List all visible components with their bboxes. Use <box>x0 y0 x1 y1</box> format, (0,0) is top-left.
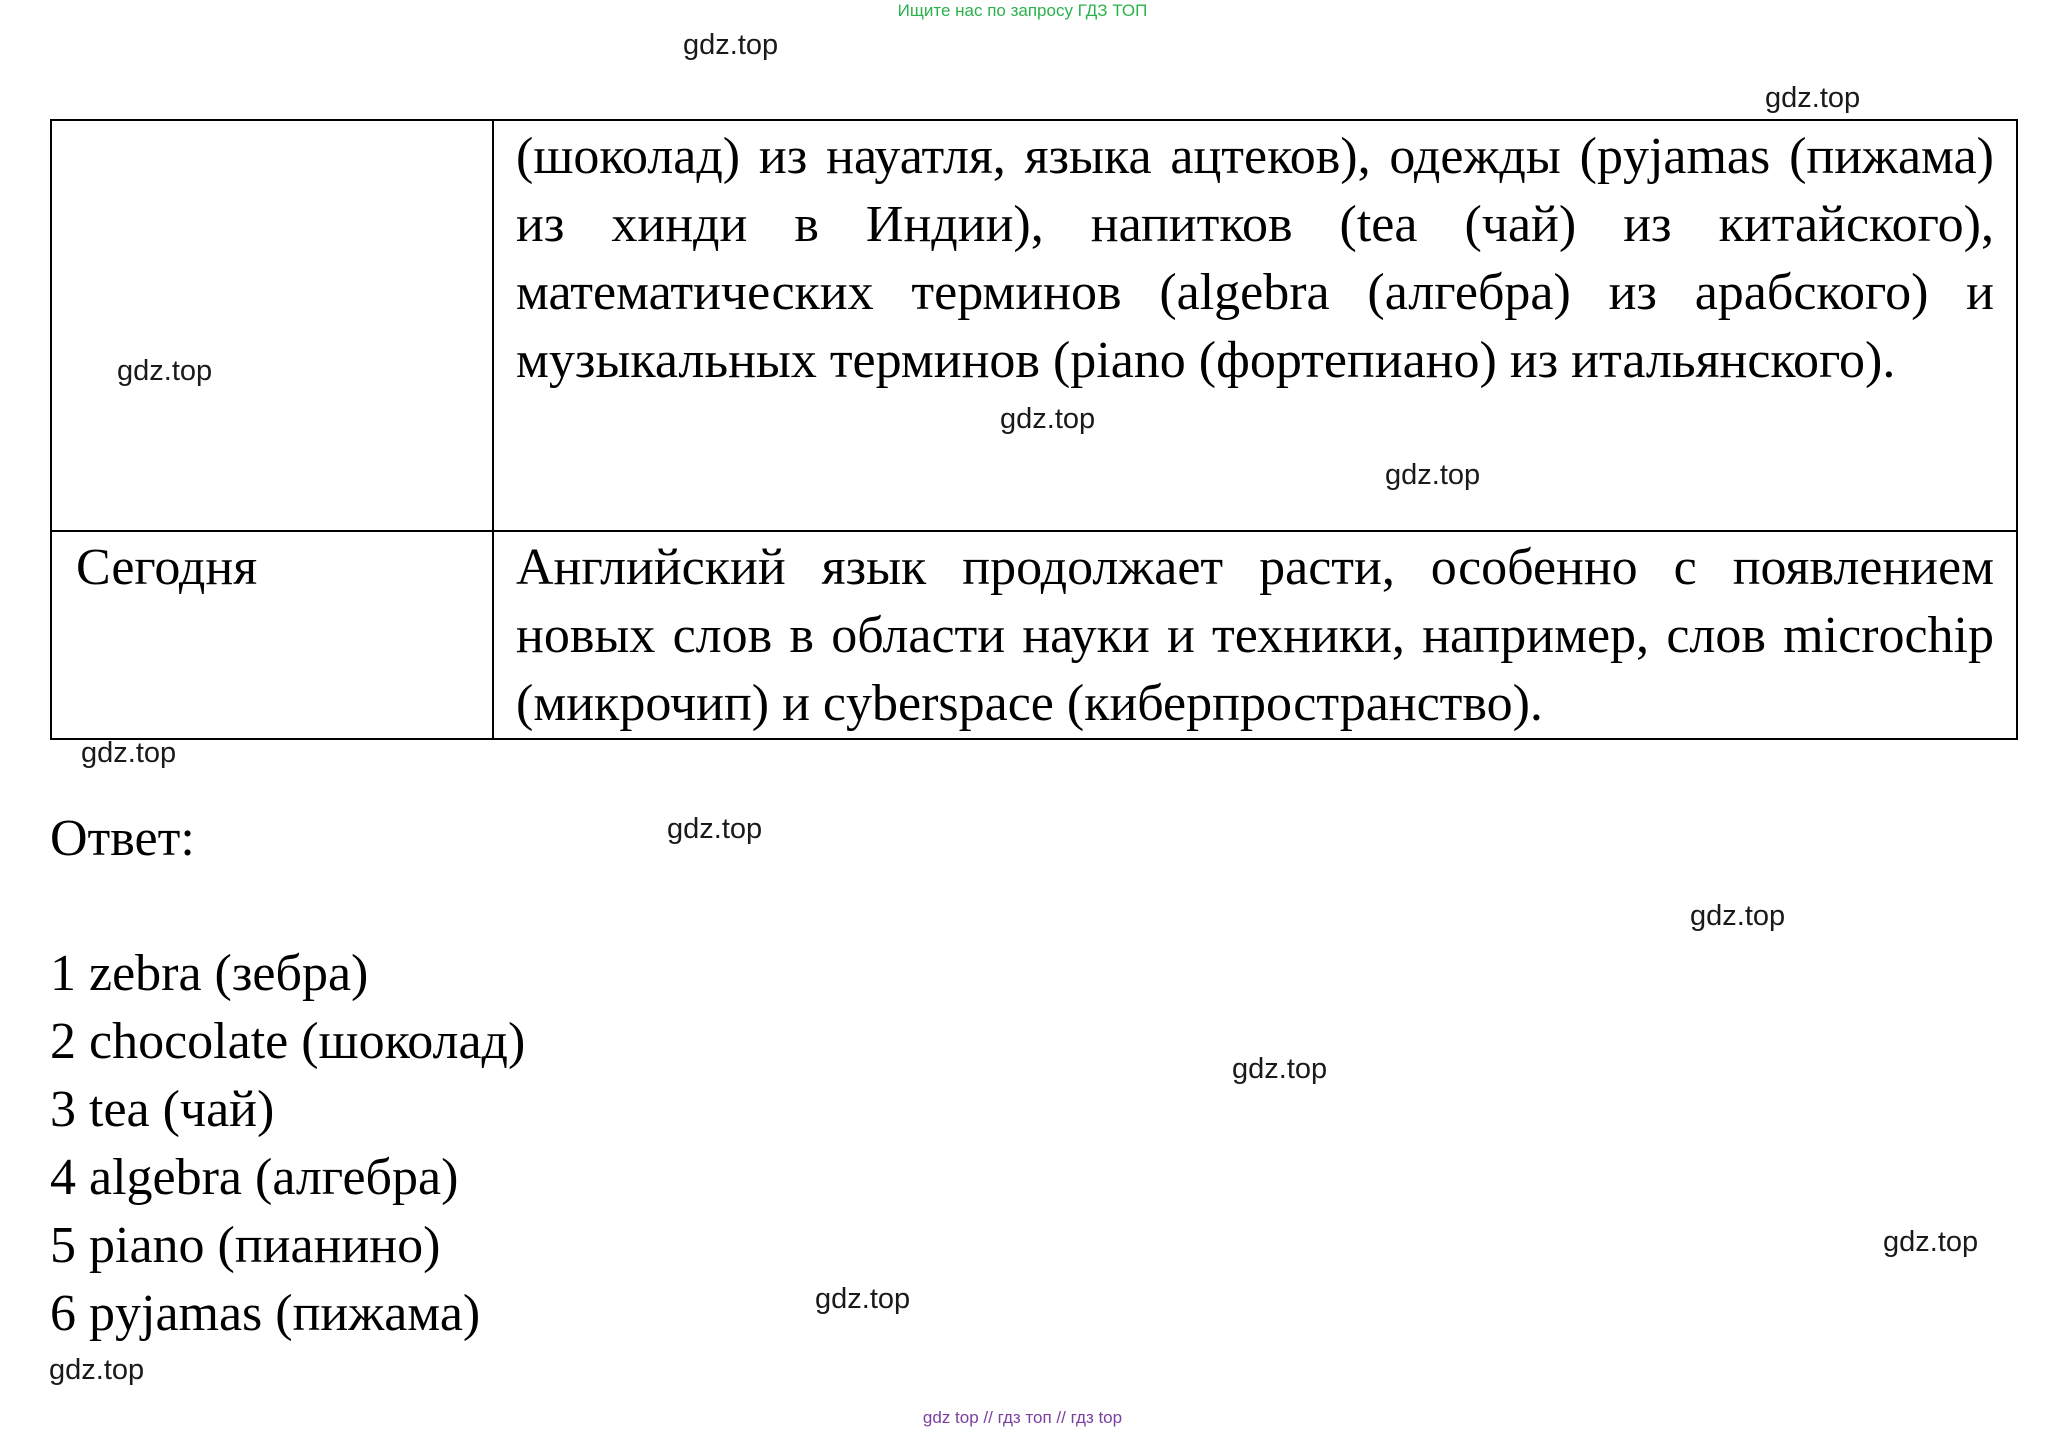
answer-item: 2 chocolate (шоколад) <box>50 1013 526 1070</box>
period-cell <box>51 120 493 531</box>
watermark: gdz.top <box>1232 1053 1328 1085</box>
watermark: gdz.top <box>81 737 177 769</box>
answer-item: 5 piano (пианино) <box>50 1217 441 1274</box>
answer-list <box>50 940 525 1348</box>
answer-item: 3 tea (чай) <box>50 1081 275 1138</box>
description-cell: Английский язык продолжает расти, особенно с появлением новых слов в области науки и техники, например, слов microchip (микрочип) и cyberspace (киберпространство). <box>493 531 2017 739</box>
watermark: gdz.top <box>683 29 779 61</box>
top-banner: Ищите нас по запросу ГДЗ ТОП <box>897 1 1148 20</box>
answer-item: 1 zebra (зебра) <box>50 945 369 1002</box>
watermark: gdz.top <box>1000 403 1096 435</box>
watermark: gdz.top <box>815 1283 911 1315</box>
watermark: gdz.top <box>1385 459 1481 491</box>
watermark: gdz.top <box>49 1354 145 1386</box>
footer-links: gdz top // гдз топ // гдз top <box>922 1408 1123 1427</box>
period-cell: Сегодня <box>51 531 493 739</box>
watermark: gdz.top <box>1765 82 1861 114</box>
table-row <box>51 120 2017 531</box>
description-cell: (шоколад) из науатля, языка ацтеков), одежды (pyjamas (пижама) из хинди в Индии), напитков (tea (чай) из китайского), математических терминов (algebra (алгебра) из арабского) и музыкальных терминов (piano (фортепиано) из итальянского). <box>493 120 2017 531</box>
watermark: gdz.top <box>667 813 763 845</box>
answer-title: Ответ: <box>50 810 195 867</box>
answer-item: 6 pyjamas (пижама) <box>50 1285 481 1342</box>
watermark: gdz.top <box>1690 900 1786 932</box>
table-row <box>51 531 2017 739</box>
watermark: gdz.top <box>1883 1226 1979 1258</box>
watermark: gdz.top <box>117 355 213 387</box>
answer-item: 4 algebra (алгебра) <box>50 1149 459 1206</box>
